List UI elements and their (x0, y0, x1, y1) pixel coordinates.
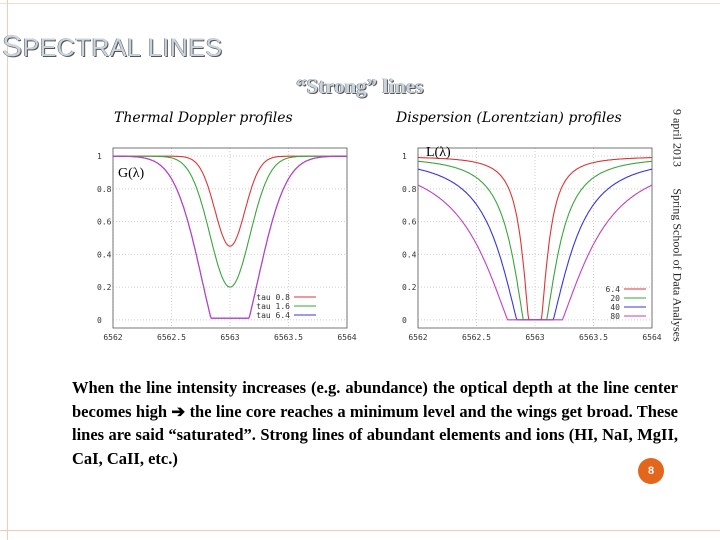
y-tick-label: 0.8 (402, 184, 417, 194)
x-tick-label: 6563 (525, 333, 545, 342)
x-tick-label: 6564 (337, 333, 357, 342)
gaussian-curve-label: G(λ) (118, 166, 145, 181)
x-tick-label: 6563 (220, 333, 240, 342)
frame-bottom-rule (0, 530, 720, 531)
body-paragraph: When the line intensity increases (e.g. abundance) the optical depth at the line center becomes high ➔ the line core reaches a minimum level and the wings get broad. These lines are said “saturated”. Strong lines of abundant elements and ions (HI, NaI, MgII, CaI, CaII, etc.) (72, 378, 678, 468)
page-number-badge: 8 (638, 458, 664, 484)
series-line (113, 156, 347, 318)
frame-left-rule (7, 0, 8, 540)
y-tick-label: 0.2 (97, 283, 112, 293)
y-tick-label: 0.6 (402, 217, 417, 227)
x-tick-label: 6562.5 (462, 333, 491, 342)
x-tick-label: 6564 (642, 333, 662, 342)
legend-label: tau 6.4 (256, 311, 290, 320)
side-school-name: Spring School of Data Analyses (670, 188, 685, 342)
y-tick-label: 1 (402, 152, 407, 162)
y-tick-label: 0 (402, 315, 407, 325)
x-tick-label: 6562.5 (157, 333, 186, 342)
legend-label: tau 0.8 (256, 293, 290, 302)
legend-label: 80 (610, 312, 620, 321)
legend-label: 6.4 (605, 285, 620, 294)
side-date: 9 april 2013 (670, 109, 685, 167)
lorentz-curve-label: L(λ) (426, 145, 451, 160)
lorentz-chart (390, 140, 662, 350)
slide-title (2, 30, 223, 64)
series-line (113, 156, 347, 318)
legend-label: 40 (610, 303, 620, 312)
y-tick-label: 0.4 (402, 250, 417, 260)
y-tick-label: 0.2 (402, 283, 417, 293)
frame-top-rule (0, 3, 720, 4)
y-tick-label: 0.8 (97, 184, 112, 194)
slide-title-initial: S (2, 30, 23, 63)
y-tick-label: 0.4 (97, 250, 112, 260)
x-tick-label: 6563.5 (579, 333, 608, 342)
lorentz-panel-label: Dispersion (Lorentzian) profiles (396, 110, 622, 126)
x-tick-label: 6562 (103, 333, 123, 342)
slide-title-rest: PECTRAL LINES (22, 34, 223, 62)
x-tick-label: 6563.5 (274, 333, 303, 342)
x-tick-label: 6562 (408, 333, 428, 342)
slide-subtitle: “Strong” lines (296, 74, 424, 98)
legend-label: 20 (610, 294, 620, 303)
y-tick-label: 1 (97, 152, 102, 162)
legend-label: tau 1.6 (256, 302, 290, 311)
y-tick-label: 0 (97, 315, 102, 325)
y-tick-label: 0.6 (97, 217, 112, 227)
doppler-panel-label: Thermal Doppler profiles (114, 110, 293, 126)
